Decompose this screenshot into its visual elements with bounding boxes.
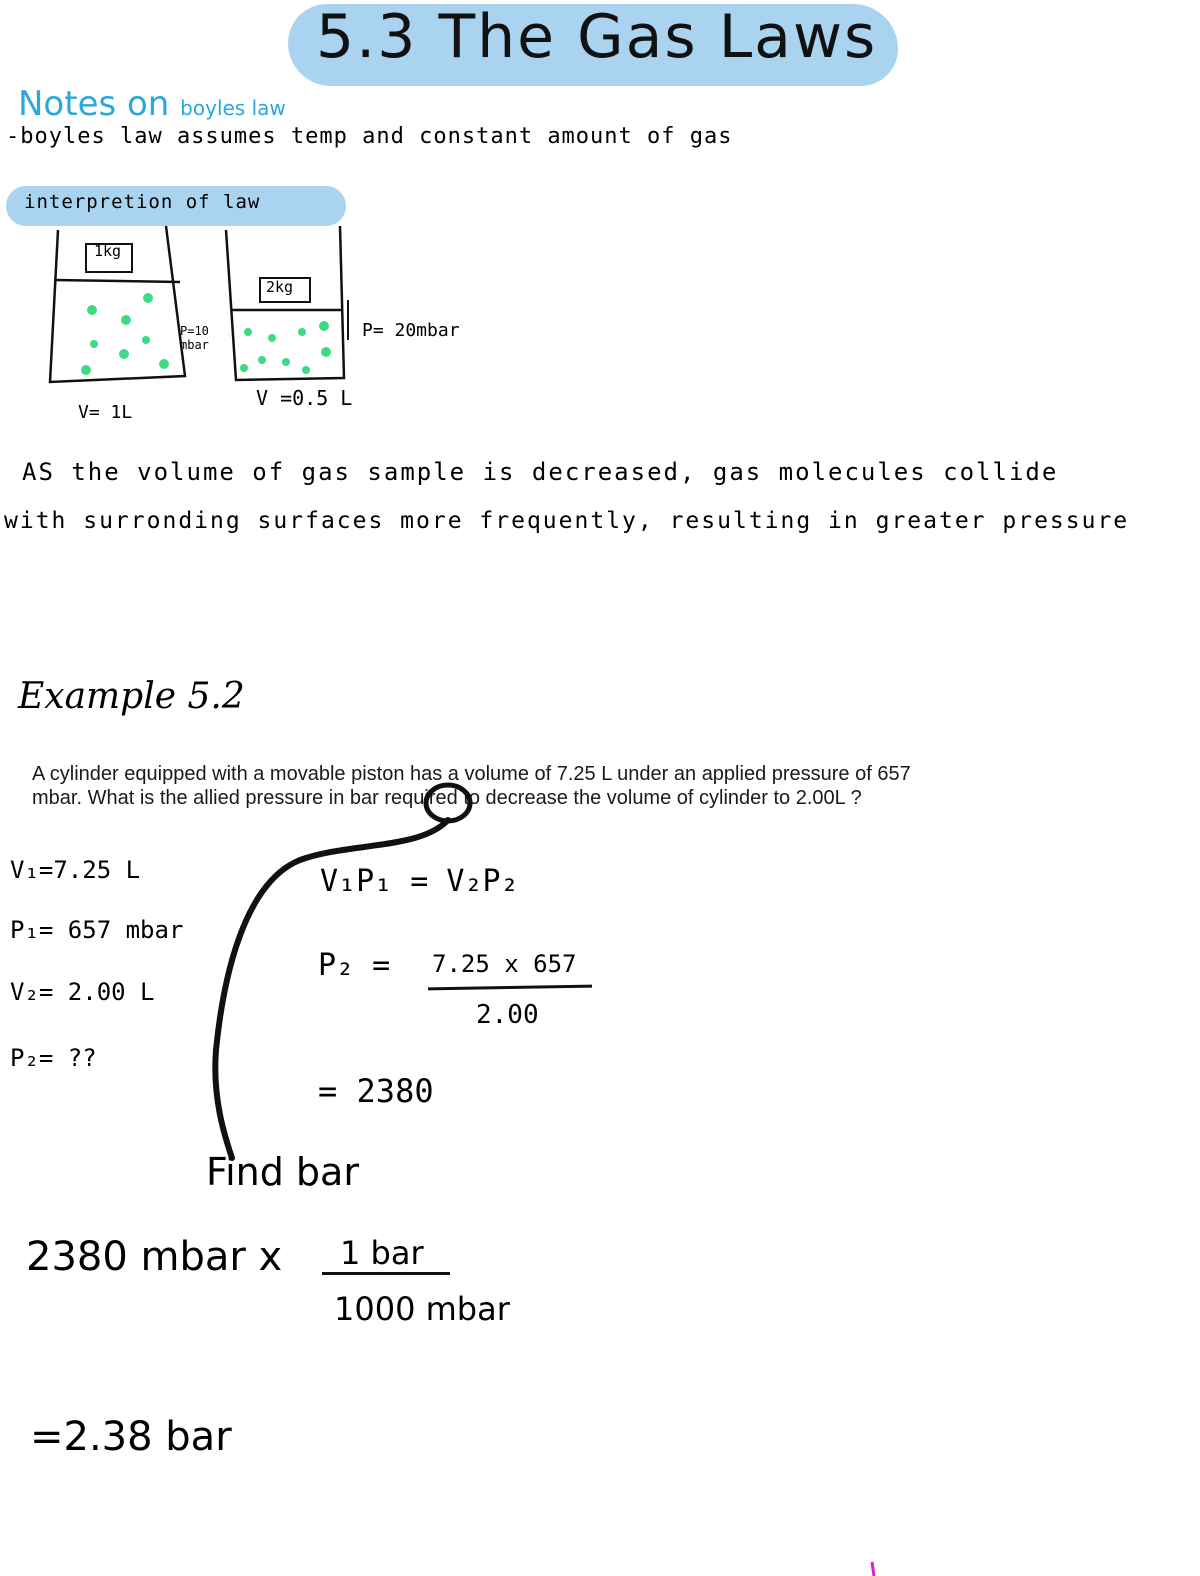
problem-statement bbox=[32, 762, 1172, 810]
right-pressure-label: P= 20mbar bbox=[362, 320, 460, 341]
notes-heading-sub: boyles law bbox=[180, 96, 286, 120]
example-heading: Example 5.2 bbox=[18, 676, 245, 717]
explanation-line-2: with surronding surfaces more frequently, resulting in greater pressure bbox=[4, 508, 1130, 534]
result-mbar: = 2380 bbox=[318, 1072, 434, 1110]
conversion-fraction-line bbox=[322, 1272, 450, 1275]
fraction-denominator: 2.00 bbox=[476, 1000, 539, 1030]
page-title: 5.3 The Gas Laws bbox=[316, 2, 878, 72]
boyles-formula: V₁P₁ = V₂P₂ bbox=[320, 864, 519, 899]
pink-mark bbox=[872, 1562, 874, 1576]
boyles-law-diagram bbox=[40, 220, 540, 440]
notes-heading bbox=[18, 84, 286, 124]
notes-heading-main: Notes on bbox=[18, 84, 170, 124]
left-molecules bbox=[81, 293, 169, 375]
given-v1: V₁=7.25 L bbox=[10, 856, 141, 884]
fraction-numerator: 7.25 x 657 bbox=[432, 950, 577, 978]
given-v2: V₂= 2.00 L bbox=[10, 978, 155, 1006]
interpretation-heading: interpretion of law bbox=[24, 191, 261, 213]
given-p2: P₂= ?? bbox=[10, 1044, 97, 1072]
problem-line-2: mbar. What is the allied pressure in bar required to decrease the volume of cylinder to 2.00L ? bbox=[32, 787, 862, 809]
conversion-lhs: 2380 mbar x bbox=[26, 1234, 283, 1280]
final-answer: =2.38 bar bbox=[30, 1414, 232, 1460]
note-line: -boyles law assumes temp and constant amount of gas bbox=[6, 124, 733, 149]
right-molecules bbox=[240, 321, 331, 374]
conversion-numerator: 1 bar bbox=[340, 1234, 424, 1272]
right-volume-label: V =0.5 L bbox=[256, 386, 353, 410]
right-weight-label: 2kg bbox=[266, 278, 294, 296]
problem-line-1: A cylinder equipped with a movable piston has a volume of 7.25 L under an applied pressure of 657 bbox=[32, 763, 911, 785]
left-volume-label: V= 1L bbox=[78, 402, 133, 423]
fraction-line bbox=[428, 985, 592, 991]
find-bar-note: Find bar bbox=[206, 1150, 359, 1194]
p2-equation-lhs: P₂ = bbox=[318, 948, 391, 983]
left-piston bbox=[54, 280, 180, 282]
explanation-line-1: AS the volume of gas sample is decreased, gas molecules collide bbox=[22, 458, 1059, 486]
left-weight-label: 1kg bbox=[94, 242, 122, 260]
conversion-denominator: 1000 mbar bbox=[334, 1290, 510, 1328]
left-pressure-label: P=10 mbar bbox=[180, 324, 209, 352]
given-p1: P₁= 657 mbar bbox=[10, 916, 184, 944]
